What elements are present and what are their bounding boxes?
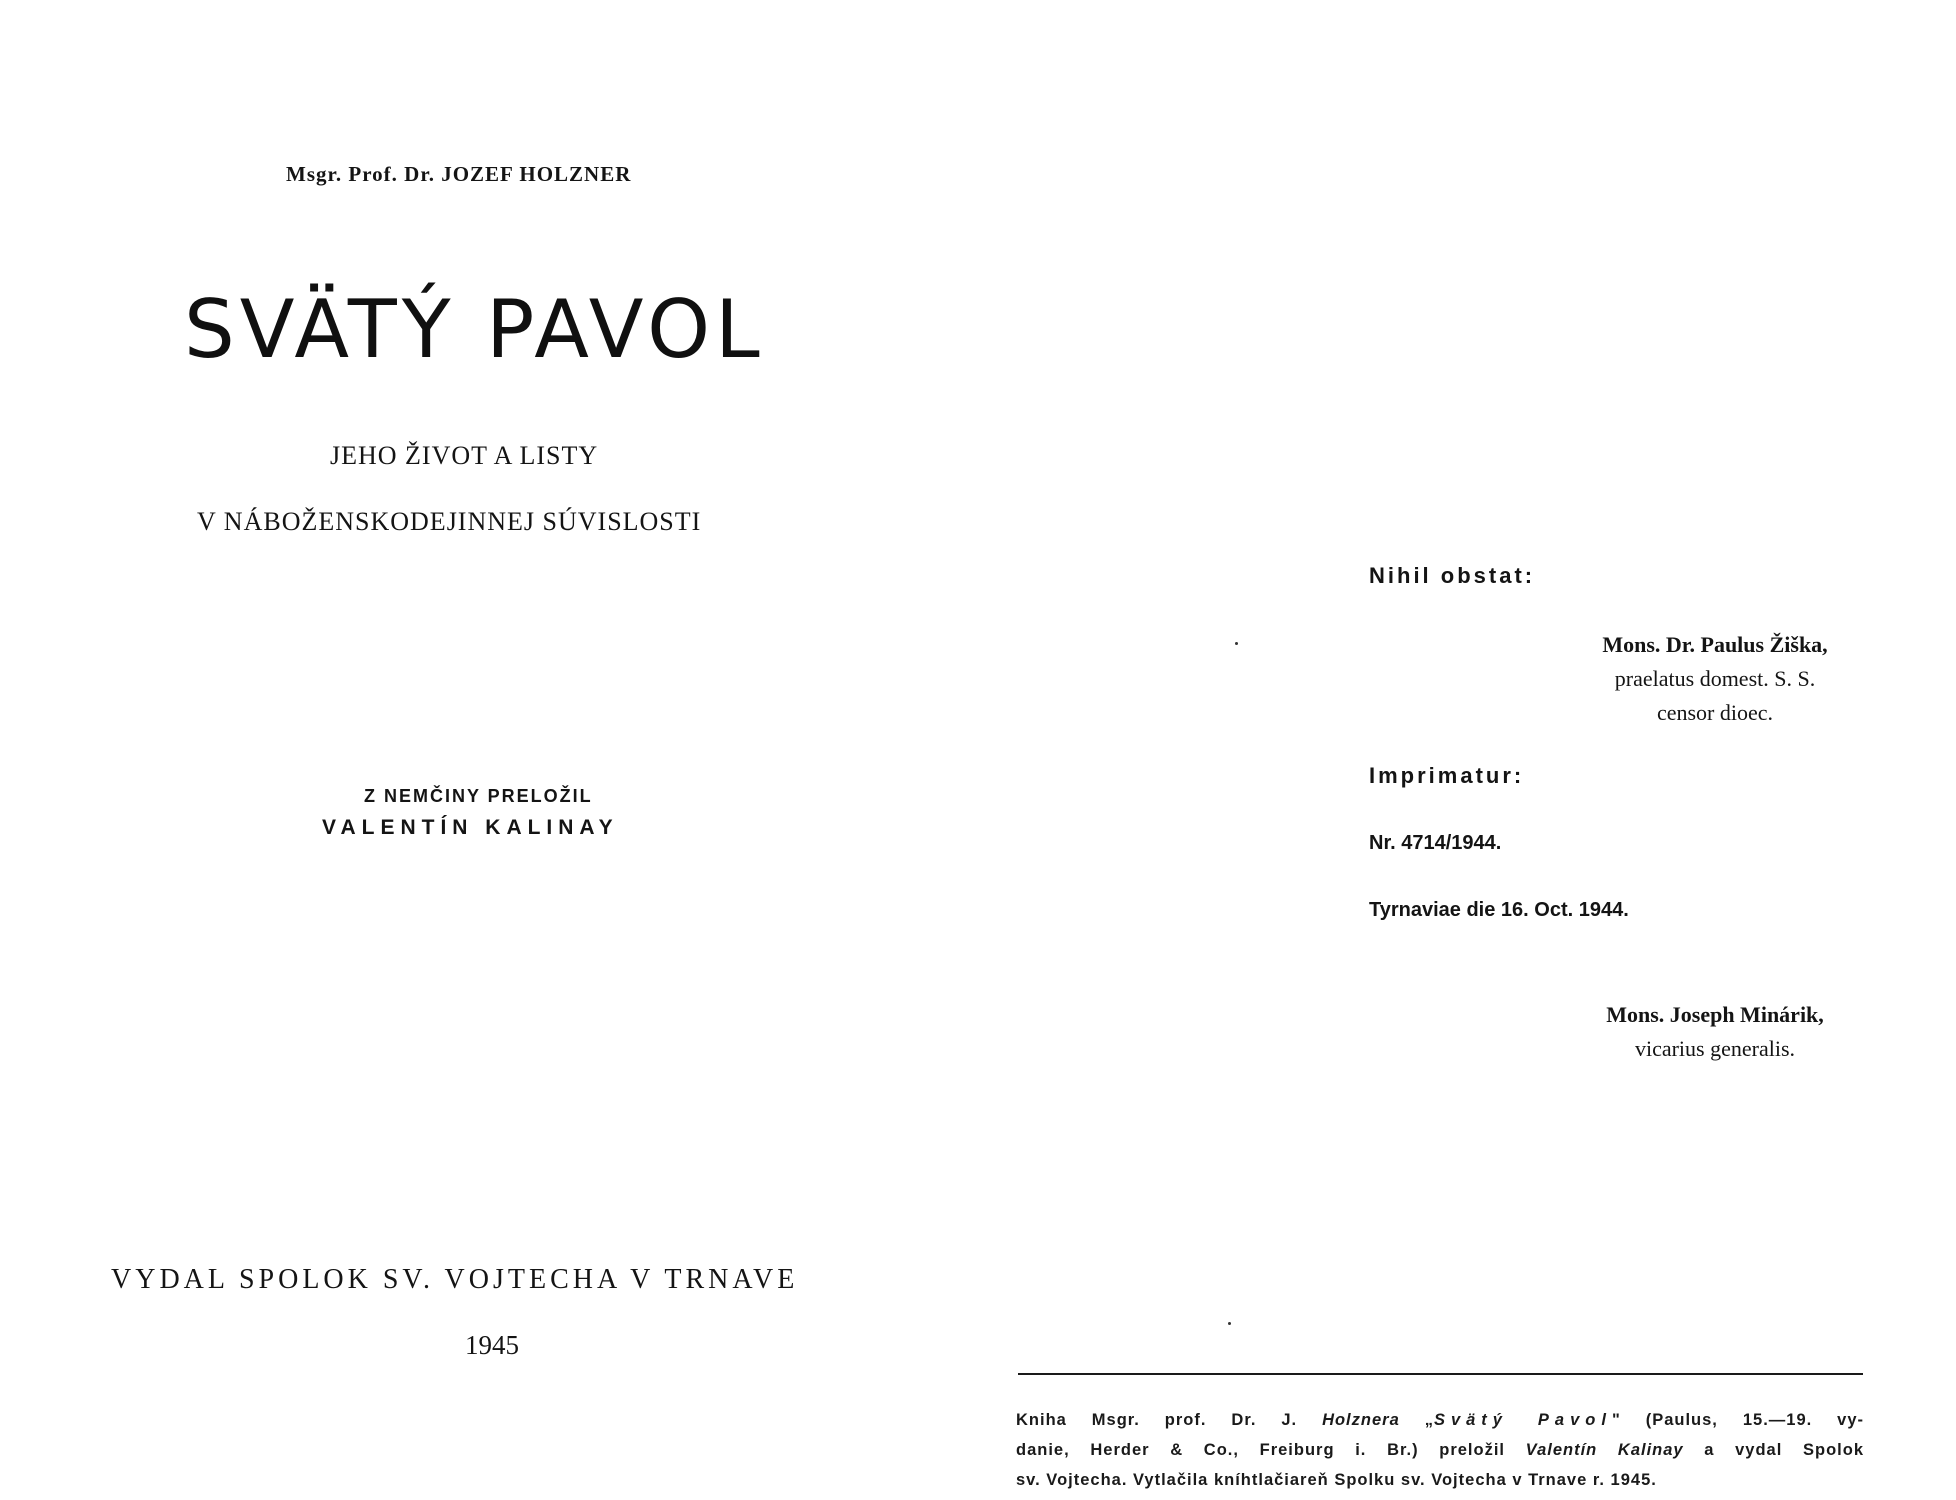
footnote-rule: [1018, 1373, 1863, 1375]
print-speck: [1228, 1322, 1231, 1325]
imprimatur-place-date: Tyrnaviae die 16. Oct. 1944.: [1369, 899, 1629, 921]
colophon-text: " (Paulus, 15.—19. vy-: [1611, 1411, 1864, 1429]
translator-label: Z NEMČINY PRELOŽIL: [364, 786, 593, 806]
colophon: [1016, 1405, 1864, 1495]
colophon-line-1: [1016, 1405, 1864, 1435]
censor-block: [1560, 628, 1870, 730]
book-title: SVÄTÝ PAVOL: [184, 283, 765, 376]
translator-name: VALENTÍN KALINAY: [322, 816, 619, 839]
colophon-translator: Valentín Kalinay: [1525, 1441, 1684, 1459]
subtitle-line-2: V NÁBOŽENSKODEJINNEJ SÚVISLOSTI: [197, 507, 702, 536]
colophon-line-3: sv. Vojtecha. Vytlačila kníhtlačiareň Spolku sv. Vojtecha v Trnave r. 1945.: [1016, 1471, 1657, 1489]
colophon-line-2: [1016, 1435, 1864, 1465]
censor-role: censor dioec.: [1656, 700, 1774, 725]
vicar-block: [1560, 998, 1870, 1066]
colophon-author: Holznera: [1322, 1411, 1400, 1429]
subtitle-line-1: JEHO ŽIVOT A LISTY: [330, 441, 599, 470]
vicar-title: vicarius generalis.: [1634, 1036, 1796, 1061]
colophon-text: a vydal Spolok: [1683, 1441, 1864, 1459]
vicar-name: Mons. Joseph Minárik,: [1606, 1002, 1824, 1027]
censor-name: Mons. Dr. Paulus Žiška,: [1602, 632, 1828, 657]
publisher-line: VYDAL SPOLOK SV. VOJTECHA V TRNAVE: [111, 1264, 799, 1295]
colophon-text: Kniha Msgr. prof. Dr. J.: [1016, 1411, 1323, 1429]
imprimatur-label: Imprimatur:: [1369, 763, 1525, 788]
censor-title: praelatus domest. S. S.: [1614, 666, 1816, 691]
colophon-text: „: [1399, 1411, 1434, 1429]
print-speck: [1235, 642, 1238, 645]
colophon-text: danie, Herder & Co., Freiburg i. Br.) preložil: [1016, 1441, 1526, 1459]
colophon-book-title: Svätý Pavol: [1433, 1411, 1612, 1429]
publication-year: 1945: [465, 1330, 519, 1360]
author-line: Msgr. Prof. Dr. JOZEF HOLZNER: [286, 162, 632, 186]
imprimatur-number: Nr. 4714/1944.: [1369, 832, 1502, 854]
nihil-obstat-label: Nihil obstat:: [1369, 563, 1536, 588]
